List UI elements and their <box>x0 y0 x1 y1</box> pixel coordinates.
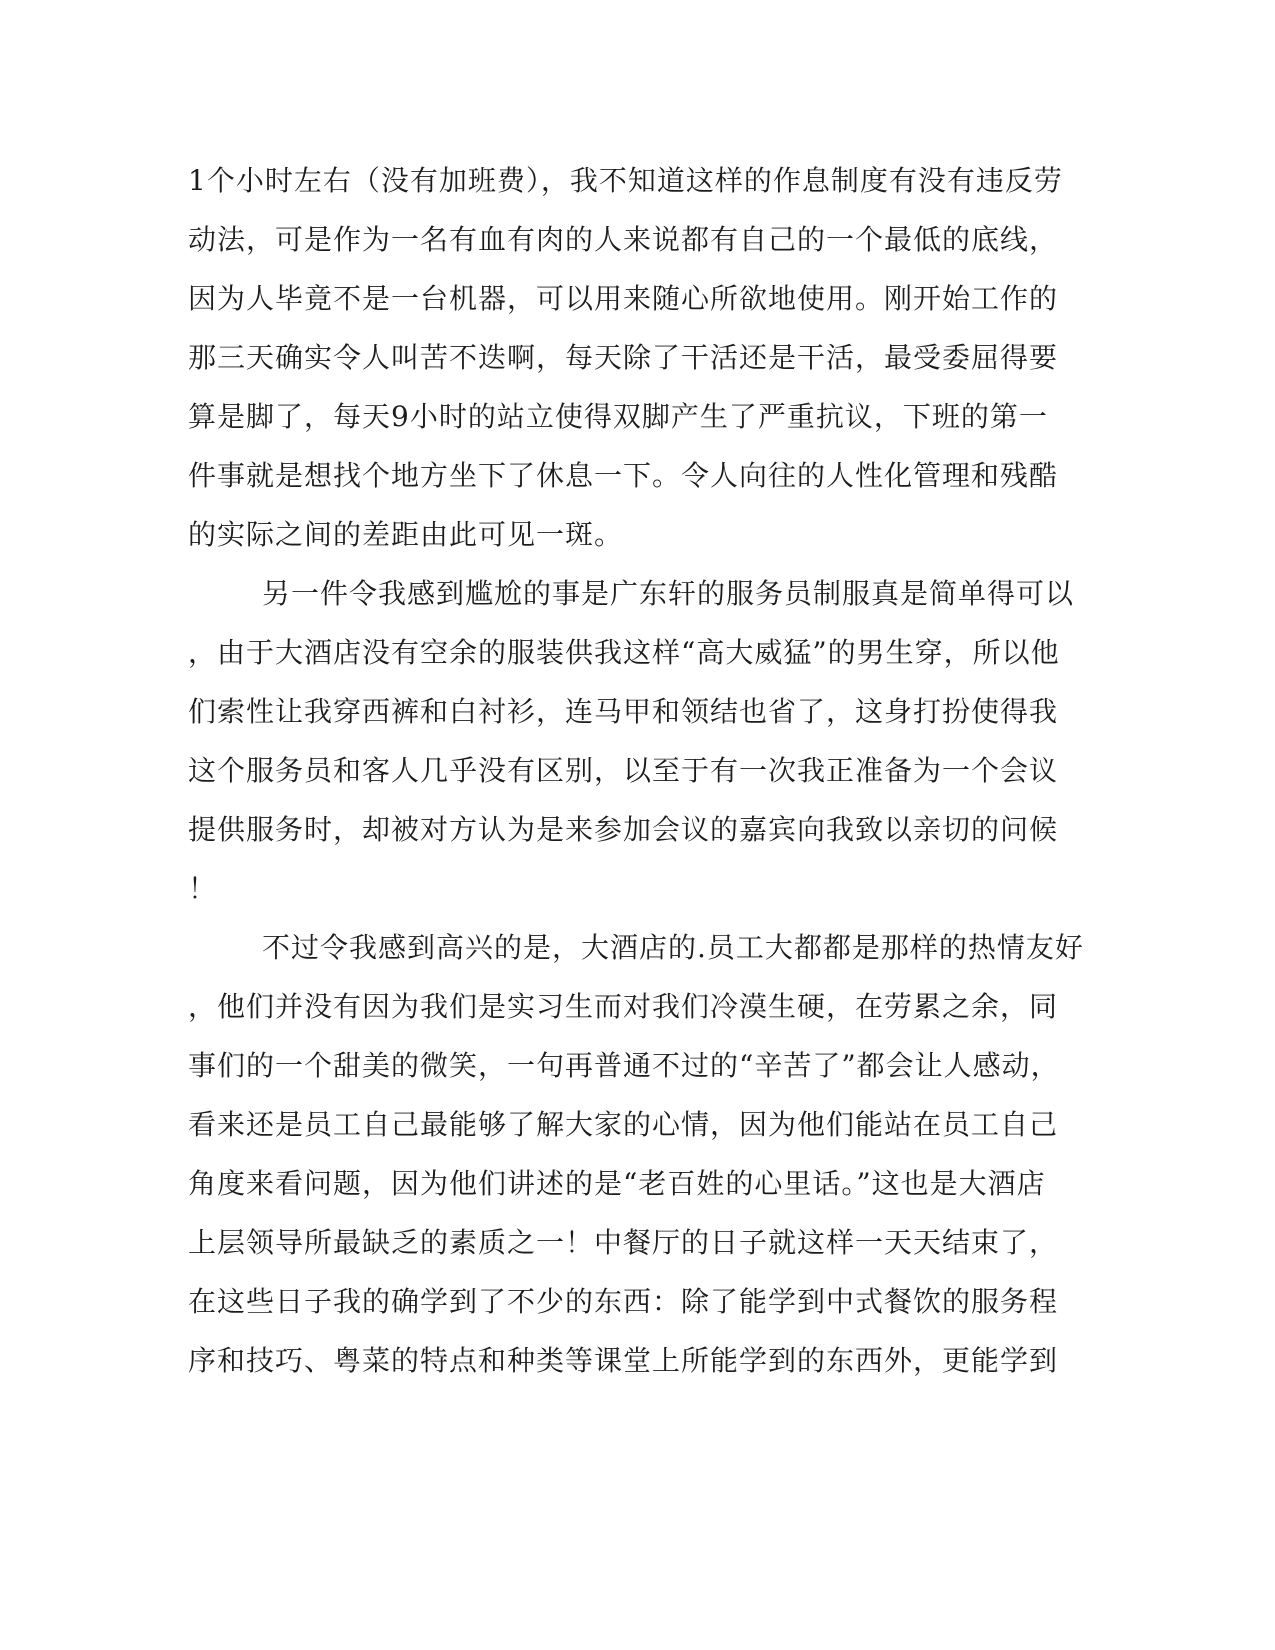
text-line: 看来还是员工自己最能够了解大家的心情，因为他们能站在员工自己 <box>188 1108 1059 1141</box>
paragraph-first-line: 不过令我感到高兴的是，大酒店的.员工大都都是那样的热情友好 <box>262 931 1084 964</box>
text-line: 件事就是想找个地方坐下了休息一下。令人向往的人性化管理和残酷 <box>188 459 1059 492</box>
text-line: 算是脚了，每天9小时的站立使得双脚产生了严重抗议，下班的第一 <box>188 400 1048 433</box>
text-line: 1个小时左右（没有加班费），我不知道这样的作息制度有没有违反劳 <box>188 164 1063 197</box>
text-line: 在这些日子我的确学到了不少的东西：除了能学到中式餐饮的服务程 <box>188 1285 1059 1318</box>
text-line: ！ <box>188 872 218 905</box>
text-line: 事们的一个甜美的微笑，一句再普通不过的“辛苦了”都会让人感动， <box>188 1049 1060 1082</box>
text-line: 动法，可是作为一名有血有肉的人来说都有自己的一个最低的底线， <box>188 223 1059 256</box>
text-line: ，他们并没有因为我们是实习生而对我们冷漠生硬，在劳累之余，同 <box>188 990 1059 1023</box>
text-line: 提供服务时，却被对方认为是来参加会议的嘉宾向我致以亲切的问候 <box>188 813 1059 846</box>
text-line: ，由于大酒店没有空余的服装供我这样“高大威猛”的男生穿，所以他 <box>188 636 1060 669</box>
text-line: 们索性让我穿西裤和白衬衫，连马甲和领结也省了，这身打扮使得我 <box>188 695 1059 728</box>
text-line: 那三天确实令人叫苦不迭啊，每天除了干活还是干活，最受委屈得要 <box>188 341 1059 374</box>
text-line: 的实际之间的差距由此可见一斑。 <box>188 518 624 551</box>
text-line: 这个服务员和客人几乎没有区别，以至于有一次我正准备为一个会议 <box>188 754 1059 787</box>
text-line: 序和技巧、粤菜的特点和种类等课堂上所能学到的东西外，更能学到 <box>188 1344 1059 1377</box>
paragraph-first-line: 另一件令我感到尴尬的事是广东轩的服务员制服真是简单得可以 <box>262 577 1075 610</box>
text-line: 角度来看问题，因为他们讲述的是“老百姓的心里话。”这也是大酒店 <box>188 1167 1046 1200</box>
text-line: 因为人毕竟不是一台机器，可以用来随心所欲地使用。刚开始工作的 <box>188 282 1059 315</box>
text-line: 上层领导所最缺乏的素质之一！中餐厅的日子就这样一天天结束了， <box>188 1226 1059 1259</box>
